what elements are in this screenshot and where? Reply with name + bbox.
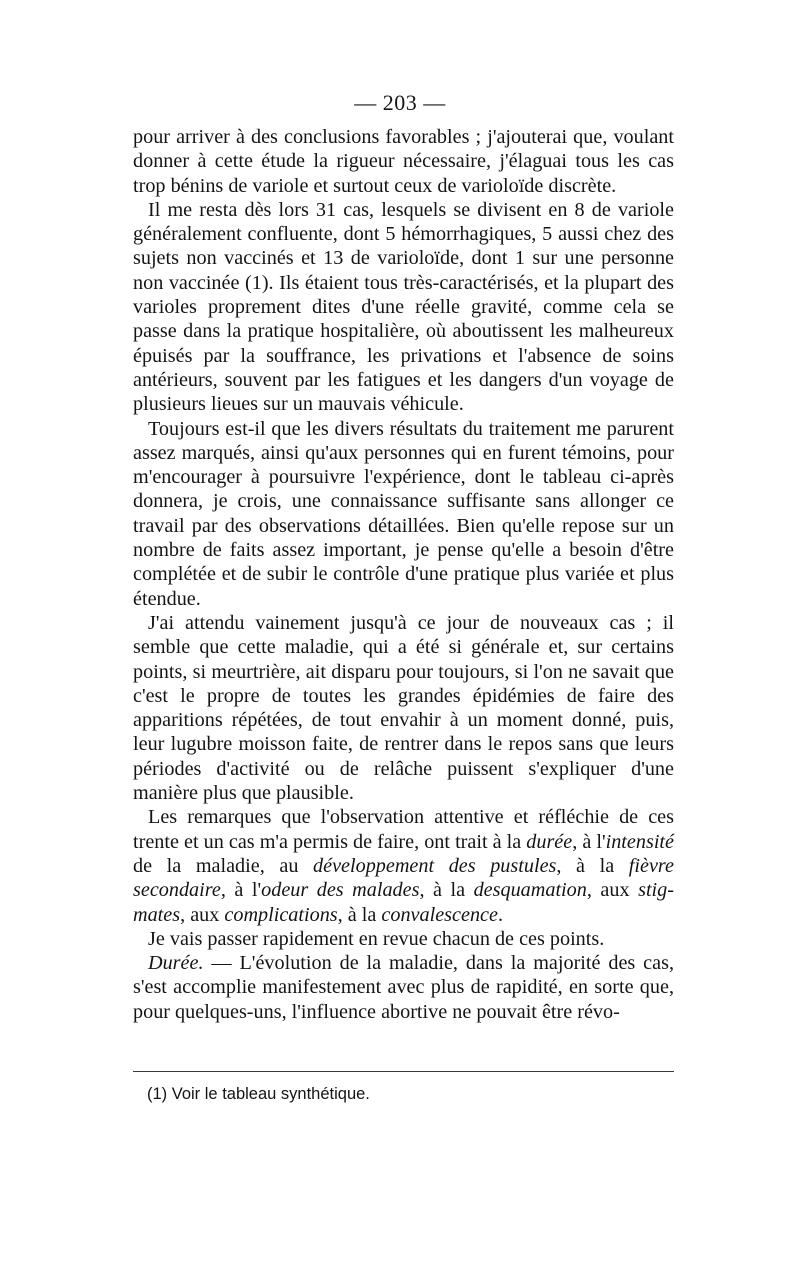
footnote: (1) Voir le tableau synthétique. [147,1085,370,1103]
paragraph-7 [133,951,674,1024]
text-run: Les remarques que l'observation attentive et réfléchie de ces trente et un cas m'a permis de faire, ont trait à la [133,806,674,853]
paragraph-5 [133,805,674,926]
text-run: , aux [180,903,225,926]
paragraph-2: Il me resta dès lors 31 cas, lesquels se divisent en 8 de variole généralement confluente, dont 5 hémorrhagiques, 5 aussi chez des sujets non vaccinés et 13 de varioloïde, dont 1 sur une personne non vaccinée (1). Ils étaient tous très-caractérisés, et la plupart des varioles proprement dites d'une réelle gravité, comme cela se passe dans la pratique hospitalière, où aboutissent les malheureux épuisés par la souffrance, les privations et l'absence de soins antérieurs, souvent par les fatigues et les dangers d'un voyage de plusieurs lieues sur un mauvais véhicule. [133,198,674,416]
italic-term-duree: durée [526,830,573,853]
paragraph-3: Toujours est-il que les divers résultats du traitement me parurent assez marqués, ainsi qu'aux personnes qui en furent témoins, pour m'encourager à poursuivre l'expérience, dont le tableau ci-après donnera, je crois, une connaissance suffisante sans allonger ce travail par des observations détaillées. Bien qu'elle repose sur un nombre de faits assez important, je pense qu'elle a besoin d'être complétée et de subir le contrôle d'une pratique plus variée et plus étendue. [133,417,674,610]
italic-term-intensite: intensité [605,830,674,853]
text-run: — L'évolution de la maladie, dans la majorité des cas, s'est accomplie manifestement avec plus de rapidité, en sorte que, pour quelques-uns, l'influence abortive ne pouvait être révo- [133,952,674,1023]
text-run: , à la [556,854,629,877]
italic-term-desquamation: desquamation [473,879,587,902]
paragraph-6: Je vais passer rapidement en revue chacun de ces points. [148,927,605,950]
footnote-separator [133,1071,674,1072]
italic-term-fievre: fièvre secondaire [133,854,674,902]
text-run: , aux [586,879,639,902]
text-run: , à l' [572,830,606,853]
italic-term-convalescence: convalescence [381,903,498,926]
paragraph-4: J'ai attendu vainement jusqu'à ce jour de nouveaux cas ; il semble que cette maladie, qui a été si générale et, sur certains points, si meurtrière, ait disparu pour toujours, si l'on ne savait que c'est le propre de toutes les grandes épidémies de faire des apparitions répétées, de tout envahir à un moment donné, puis, leur lugubre moisson faite, de rentrer dans le repos sans que leurs périodes d'activité ou de relâche puissent s'expliquer d'une manière plus que plausible. [133,611,674,805]
italic-term-pustules: développement des pustules [313,854,557,877]
text-run: , à l' [220,879,262,902]
page-number: — 203 — [354,90,446,115]
italic-term-complications: complications [224,903,338,926]
italic-term-odeur: odeur des malades [261,879,420,902]
text-run: , à la [419,879,474,902]
paragraph-1: pour arriver à des conclusions favorables ; j'ajouterai que, voulant donner à cette étude la rigueur nécessaire, j'élaguai tous les cas trop bénins de variole et surtout ceux de varioloïde discrète. [133,126,674,197]
text-run: . [497,903,503,926]
text-run: , à la [337,903,382,926]
text-run: de la maladie, au [133,854,314,877]
section-label-duree: Durée. [148,952,204,975]
body-text [133,125,674,1024]
italic-term-stigmates: stigmates [133,879,674,926]
